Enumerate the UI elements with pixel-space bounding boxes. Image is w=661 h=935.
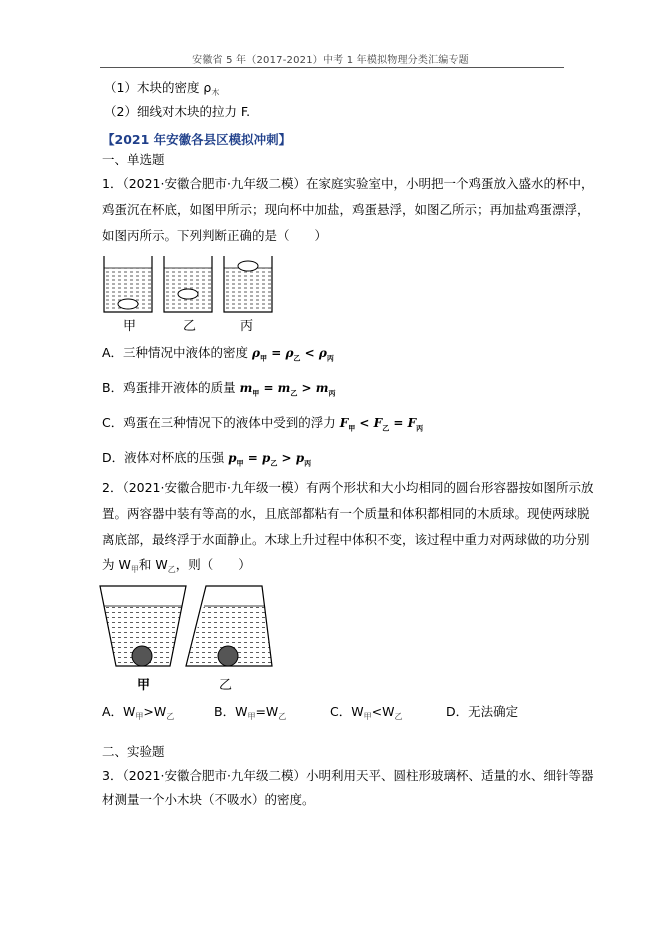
beaker-bing <box>224 256 272 312</box>
q2-option-b-prefix: B．W <box>214 704 248 719</box>
q1-line-1: 1．（2021·安徽合肥市·九年级二模）在家庭实验室中，小明把一个鸡蛋放入盛水的杯中， <box>102 176 594 191</box>
prev-item-2: （2）细线对木块的拉力 F. <box>104 104 251 119</box>
q1-option-b-formula: $m_甲 = m_乙 > m_丙$ <box>239 381 336 398</box>
q2-line-4-sub-yi: 乙 <box>167 565 176 574</box>
wood-ball-yi <box>218 646 238 666</box>
q2-option-c-op: <W <box>371 704 395 719</box>
q2-option-a <box>102 704 174 722</box>
q1-caption-yi: 乙 <box>183 319 197 334</box>
part2-title: 二、实验题 <box>102 744 165 759</box>
q2-option-c-prefix: C．W <box>330 704 364 719</box>
q3-line-2: 材测量一个小木块（不吸水）的密度。 <box>102 792 315 807</box>
egg-floating <box>238 261 258 271</box>
q2-line-4-c: ，则（ ） <box>175 557 251 572</box>
beaker-yi <box>164 256 212 312</box>
q1-option-d-formula: $p_甲 = p_乙 > p_丙$ <box>228 451 312 468</box>
q2-option-b-op: =W <box>255 704 279 719</box>
q2-option-d <box>446 704 518 720</box>
q1-option-c-formula: $F_甲 < F_乙 = F_丙$ <box>339 416 424 433</box>
q1-option-a-label: A．三种情况中液体的密度 <box>102 345 249 360</box>
q1-option-b <box>102 380 335 401</box>
q2-option-a-op: >W <box>143 704 167 719</box>
section-title: 【2021 年安徽各县区模拟冲刺】 <box>102 132 292 147</box>
q1-line-2: 鸡蛋沉在杯底，如图甲所示；现向杯中加盐，鸡蛋悬浮，如图乙所示；再加盐鸡蛋漂浮， <box>102 202 590 217</box>
prev-item-1-subscript: 木 <box>211 88 220 97</box>
container-yi <box>186 586 276 668</box>
q2-option-b-sub1: 甲 <box>247 712 256 721</box>
header-divider <box>100 67 564 68</box>
q2-line-3: 离底部，最终浮于水面静止。木球上升过程中体积不变，该过程中重力对两球做的功分别 <box>102 532 590 547</box>
q2-caption-yi: 乙 <box>219 678 233 693</box>
q1-caption-bing: 丙 <box>240 319 254 334</box>
q1-caption-jia: 甲 <box>123 319 137 334</box>
container-jia <box>100 586 190 668</box>
q1-option-a <box>102 345 334 366</box>
q1-option-b-label: B．鸡蛋排开液体的质量 <box>102 380 236 395</box>
q2-option-c-sub2: 乙 <box>394 712 403 721</box>
q1-option-c-label: C．鸡蛋在三种情况下的液体中受到的浮力 <box>102 415 336 430</box>
q3-line-1: 3．（2021·安徽合肥市·九年级二模）小明利用天平、圆柱形玻璃杯、适量的水、细针等器 <box>102 768 594 783</box>
part1-title: 一、单选题 <box>102 152 165 167</box>
q1-option-d <box>102 450 311 471</box>
q2-line-4 <box>102 557 251 575</box>
q2-option-b-sub2: 乙 <box>278 712 287 721</box>
q1-line-3: 如图丙所示。下列判断正确的是（ ） <box>102 228 328 243</box>
q2-option-d-label: D．无法确定 <box>446 704 519 719</box>
q2-line-1: 2．（2021·安徽合肥市·九年级一模）有两个形状和大小均相同的圆台形容器按如图所示放 <box>102 480 594 495</box>
q2-containers-figure <box>100 580 280 672</box>
q1-option-c <box>102 415 423 436</box>
q2-option-a-sub1: 甲 <box>135 712 144 721</box>
q1-option-a-formula: $\rho_甲 = \rho_乙 < \rho_丙$ <box>252 346 334 363</box>
q2-line-4-b: 和 W <box>138 557 168 572</box>
egg-suspended <box>178 289 198 299</box>
q2-option-c-sub1: 甲 <box>363 712 372 721</box>
q2-line-4-sub-jia: 甲 <box>130 565 139 574</box>
q2-caption-jia: 甲 <box>137 678 151 693</box>
q2-line-2: 置。两容器中装有等高的水，且底部都粘有一个质量和体积都相同的木质球。现使两球脱 <box>102 506 590 521</box>
beaker-jia <box>104 256 152 312</box>
egg-sunk <box>118 299 138 309</box>
page-header: 安徽省 5 年（2017-2021）中考 1 年模拟物理分类汇编专题 <box>192 55 469 66</box>
prev-item-1 <box>104 80 219 98</box>
q2-line-4-a: 为 W <box>102 557 131 572</box>
q1-option-d-label: D．液体对杯底的压强 <box>102 450 225 465</box>
q2-option-c <box>330 704 402 722</box>
q2-option-a-prefix: A．W <box>102 704 136 719</box>
q2-option-b <box>214 704 286 722</box>
wood-ball-jia <box>132 646 152 666</box>
q2-option-a-sub2: 乙 <box>166 712 175 721</box>
prev-item-1-text: （1）木块的密度 ρ <box>104 80 212 95</box>
